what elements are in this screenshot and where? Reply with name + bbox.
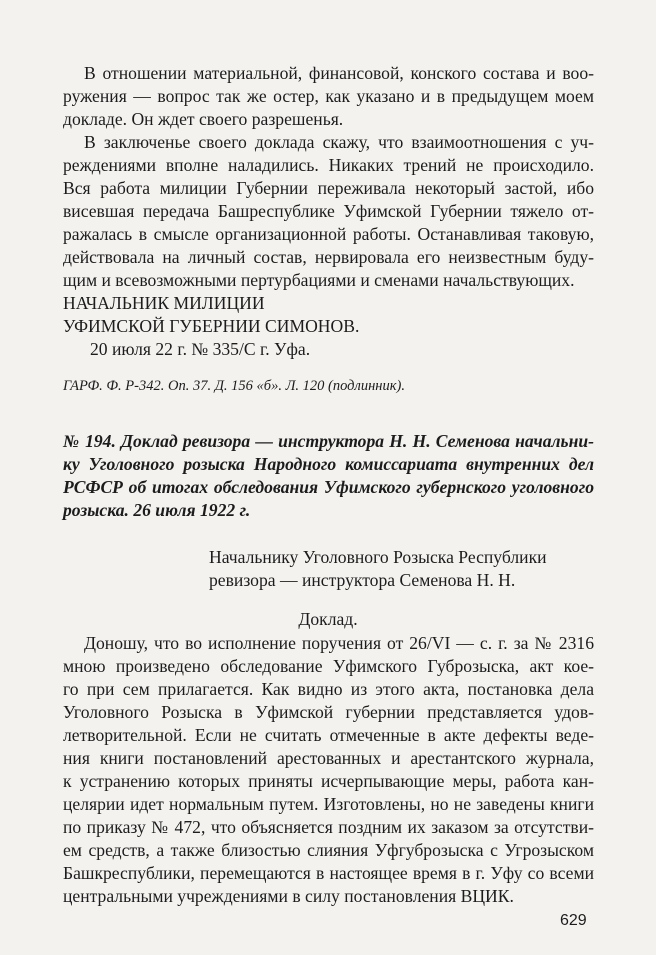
signature-date: 20 июля 22 г. № 335/С г. Уфа. — [90, 339, 311, 359]
text-line: центральными учреждениями в силу постановления ВЦИК. — [63, 886, 514, 906]
text-line: ражалась в смысле организационной работы. Останавливая таковую, — [63, 224, 594, 244]
text-line: к устранению которых приняты исчерпывающие меры, работа кан- — [63, 771, 594, 791]
text-line: реждениями вполне наладились. Никаких трений не происходило. — [63, 155, 594, 175]
archive-source: ГАРФ. Ф. Р-342. Оп. 37. Д. 156 «б». Л. 120 (подлинник). — [63, 378, 405, 394]
text-line: висевшая передача Башреспублике Уфимской Губернии тяжело от- — [63, 201, 594, 221]
text-line: ружения — вопрос так же остер, как указано и в предыдущем моем — [63, 86, 594, 106]
text-line: Уголовного Розыска в Уфимской губернии представляется удов- — [63, 702, 594, 722]
text-line: Вся работа милиции Губернии переживала некоторый застой, ибо — [63, 178, 594, 198]
signature-name: УФИМСКОЙ ГУБЕРНИИ СИМОНОВ. — [63, 316, 360, 336]
heading-line: ку Уголовного розыска Народного комиссариата внутренних дел — [63, 454, 594, 474]
text-line: ем средств, а также близостью слияния Уфгуброзыска с Угрозыском — [63, 840, 594, 860]
text-line: В отношении материальной, финансовой, конского состава и воо- — [84, 63, 594, 83]
text-line: докладе. Он ждет своего разрешенья. — [63, 109, 344, 129]
text-line: Доношу, что во исполнение поручения от 26/VI — с. г. за № 2316 — [84, 633, 594, 653]
text-line: щим и всевозможными пертурбациями и сменами начальствующих. — [63, 270, 575, 290]
page-number: 629 — [560, 912, 587, 929]
text-line: действовала на личный состав, нервировала его неизвестным буду- — [63, 247, 594, 267]
text-line: по приказу № 472, что объясняется поздним их заказом за отсутстви- — [63, 817, 594, 837]
text-line: летворительной. Если не считать отмеченные в акте дефекты веде- — [63, 725, 594, 745]
heading-line: РСФСР об итогах обследования Уфимского губернского уголовного — [63, 477, 594, 497]
text-line: ния книги постановлений арестованных и арестантского журнала, — [63, 748, 594, 768]
document-title: Доклад. — [298, 609, 358, 629]
addressee-line: ревизора — инструктора Семенова Н. Н. — [209, 570, 516, 590]
text-line: го при сем прилагается. Как видно из этого акта, постановка дела — [63, 679, 594, 699]
heading-line: розыска. 26 июля 1922 г. — [63, 500, 251, 520]
text-line: мною произведено обследование Уфимского Губрозыска, акт кое- — [63, 656, 594, 676]
signature-title: НАЧАЛЬНИК МИЛИЦИИ — [63, 293, 265, 313]
heading-line: № 194. Доклад ревизора — инструктора Н. Н. Семенова начальни- — [63, 431, 594, 451]
text-line: целярии идет нормальным путем. Изготовлены, но не заведены книги — [63, 794, 594, 814]
addressee-line: Начальнику Уголовного Розыска Республики — [209, 547, 547, 567]
text-line: В заключенье своего доклада скажу, что взаимоотношения с уч- — [84, 132, 594, 152]
text-line: Башкреспублики, перемещаются в настоящее время в г. Уфу со всеми — [63, 863, 594, 883]
